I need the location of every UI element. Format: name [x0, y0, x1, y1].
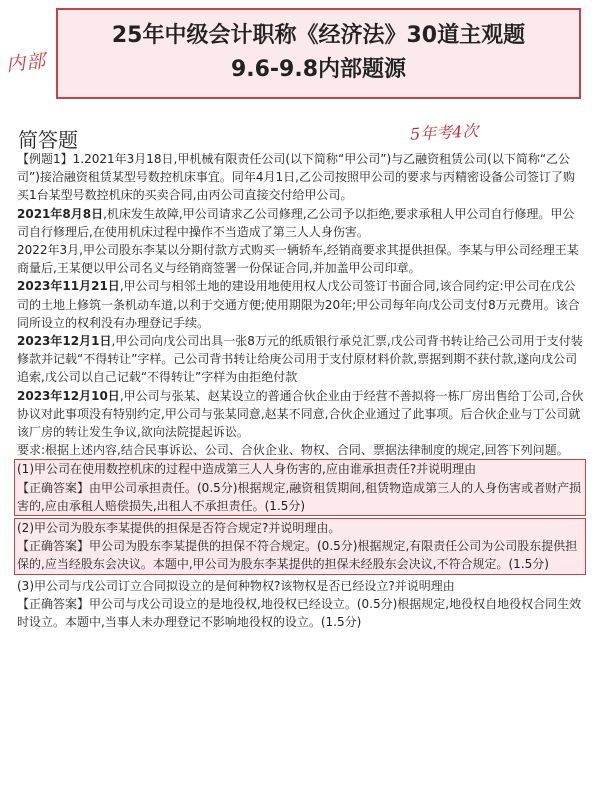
paragraph-example-intro: 【例题1】1.2021年3月18日,甲机械有限责任公司(以下简称“甲公司”)与乙融资租赁公司(以下简称“乙公司”)接洽融资租赁某型号数控机床事宜。同年4月1日,乙公司按照甲公司的要求与丙精密设备公司签订了购买1台某型号数控机床的买卖合同,由丙公司直接交付给甲公司。	[17, 152, 575, 203]
title-line-2: 9.6-9.8内部题源	[230, 57, 407, 82]
question-3: (3)甲公司与戊公司订立合同拟设立的是何种物权?该物权是否已经设立?并说明理由	[17, 578, 455, 593]
paragraph-2023-12-01	[17, 332, 585, 387]
question-2-box	[14, 518, 586, 575]
internal-stamp: 内部	[5, 49, 48, 77]
question-2: (2)甲公司为股东李某提供的担保是否符合规定?并说明理由。	[17, 521, 341, 536]
answer-1: 【正确答案】由甲公司承担责任。(0.5分)根据规定,融资租赁期间,租赁物造成第三人的人身伤害或者财产损害的,应由承租人赔偿损失,出租人不承担责任。(1.5分)	[17, 480, 582, 513]
paragraph-2023-12-01-text: ,甲公司向戊公司出具一张8万元的纸质银行承兑汇票,戊公司背书转让给己公司用于支付装修款并记载“不得转让”字样。己公司背书转让给庚公司用于支付原材料价款,票据到期不获付款,遂向戊公司追索,戊公司以自己记载“不得转让”字样为由拒绝付款	[17, 334, 583, 385]
question-1: (1)甲公司在使用数控机床的过程中造成第三人人身伤害的,应由谁承担责任?并说明理由	[17, 462, 477, 477]
document-body	[17, 150, 585, 631]
paragraph-2023-12-10	[17, 387, 585, 442]
title-banner	[56, 8, 581, 99]
paragraph-2021-08	[17, 205, 585, 241]
answer-2: 【正确答案】甲公司为股东李某提供的担保不符合规定。(0.5分)根据规定,有限责任公司为公司股东提供担保的,应当经股东会决议。本题中,甲公司为股东李某提供的担保未经股东会决议,不符合规定。(1.5分)	[17, 539, 578, 572]
date-2023-11-21: 2023年11月21日	[17, 279, 120, 294]
date-2021-08-08: 2021年8月8日	[17, 206, 104, 221]
date-2023-12-01: 2023年12月1日	[17, 334, 112, 349]
paragraph-2021-08-text: ,机床发生故障,甲公司请求乙公司修理,乙公司予以拒绝,要求承租人甲公司自行修理。甲公司自行修理后,在使用机床过程中操作不当造成了第三人人身伤害。	[17, 206, 575, 239]
paragraph-2023-11-text: ,甲公司与相邻土地的建设用地使用权人戊公司签订书面合同,该合同约定:甲公司在戊公司的土地上修筑一条机动车道,以利于交通方便;使用期限为20年;甲公司每年向戊公司支付8万元费用。该合同所设立的权利没有办理登记手续。	[17, 279, 580, 330]
title-line-1: 25年中级会计职称《经济法》30道主观题	[111, 23, 526, 48]
handwritten-note: 5年考4次	[409, 121, 479, 144]
paragraph-2022-03: 2022年3月,甲公司股东李某以分期付款方式购买一辆轿车,经销商要求其提供担保。李某与甲公司经理王某商量后,王某便以甲公司名义与经销商签署一份保证合同,并加盖甲公司印章。	[17, 243, 579, 276]
answer-3: 【正确答案】甲公司与戊公司设立的是地役权,地役权已经设立。(0.5分)根据规定,地役权自地役权合同生效时设立。本题中,当事人未办理登记不影响地役权的设立。(1.5分)	[17, 596, 582, 630]
paragraph-2023-12-10-text: ,甲公司与张某、赵某设立的普通合伙企业由于经营不善拟将一栋厂房出售给丁公司,合伙协议对此事项没有特别约定,甲公司与张某同意,赵某不同意,合伙企业通过了此事项。后合伙企业与丁公司就该厂房的转让发生争议,欲向法院提起诉讼。	[17, 388, 584, 440]
paragraph-2023-11	[17, 277, 585, 332]
question-1-box	[14, 459, 586, 516]
paragraph-requirement: 要求:根据上述内容,结合民事诉讼、公司、合伙企业、物权、合同、票据法律制度的规定,回答下列问题。	[17, 443, 569, 458]
date-2023-12-10: 2023年12月10日	[17, 388, 120, 403]
section-heading: 简答题	[18, 128, 78, 152]
